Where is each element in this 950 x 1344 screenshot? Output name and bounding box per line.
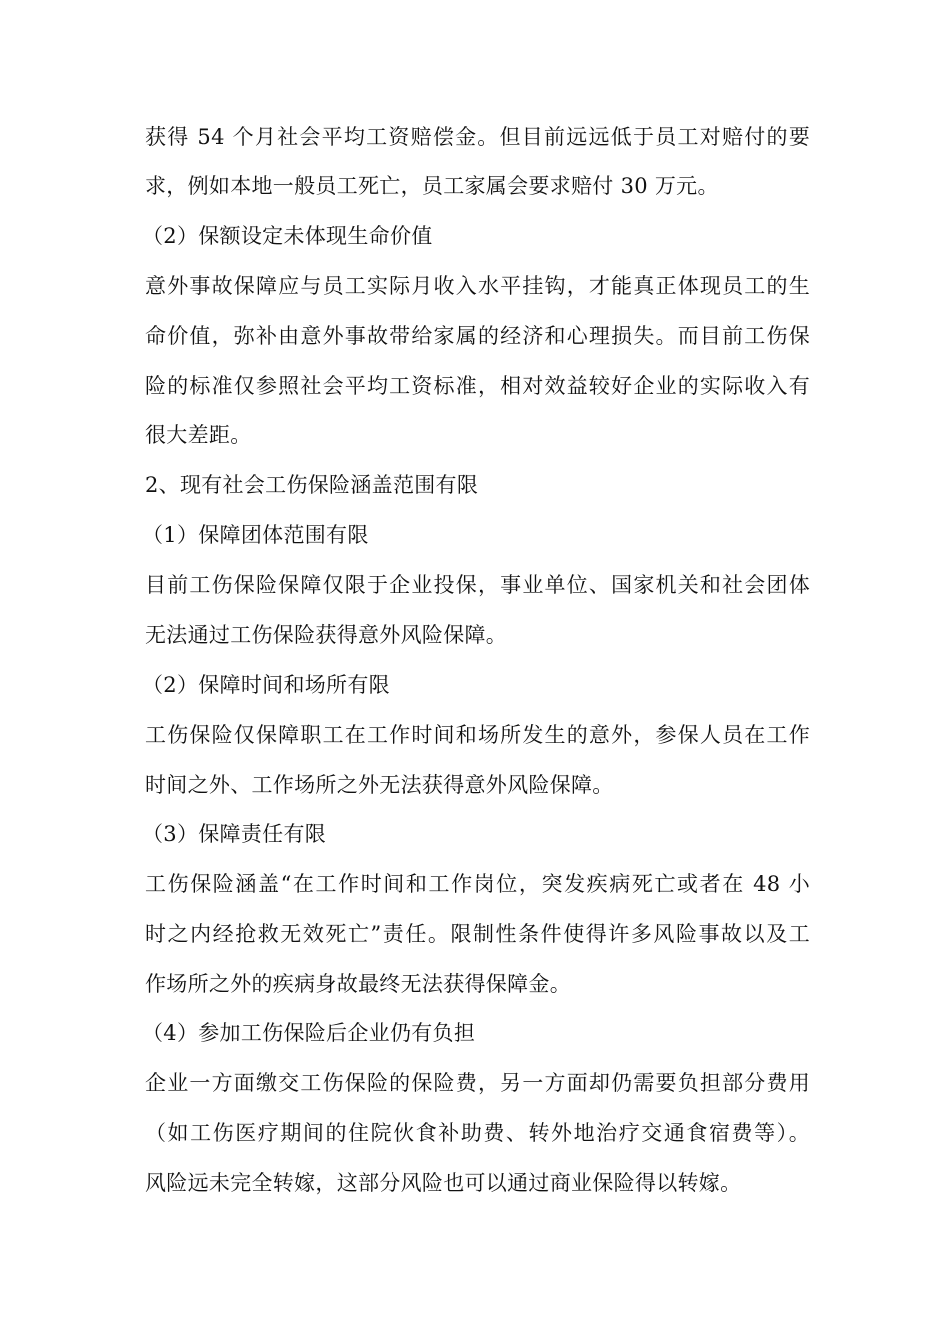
text-line-22: 风险远未完全转嫁，这部分风险也可以通过商业保险得以转嫁。: [145, 1171, 742, 1195]
text-line-18: 作场所之外的疾病身故最终无法获得保障金。: [145, 972, 571, 996]
text-line-16: 工伤保险涵盖“在工作时间和工作岗位，突发疾病死亡或者在 48 小: [145, 872, 810, 896]
section-heading-2: 2、现有社会工伤保险涵盖范围有限: [145, 473, 479, 497]
text-line-4: 意外事故保障应与员工实际月收入水平挂钩，才能真正体现员工的生: [145, 274, 810, 298]
text-line-6: 险的标准仅参照社会平均工资标准，相对效益较好企业的实际收入有: [145, 374, 810, 398]
text-line-10: 目前工伤保险保障仅限于企业投保，事业单位、国家机关和社会团体: [145, 573, 810, 597]
text-line-1: 获得 54 个月社会平均工资赔偿金。但目前远远低于员工对赔付的要: [145, 125, 810, 149]
section-heading-2-1: （2）保额设定未体现生命价值: [142, 224, 433, 248]
text-line-21: （如工伤医疗期间的住院伙食补助费、转外地治疗交通食宿费等）。: [145, 1121, 810, 1145]
text-line-17: 时之内经抢救无效死亡”责任。限制性条件使得许多风险事故以及工: [145, 922, 810, 946]
section-heading-2-2: （1）保障团体范围有限: [142, 523, 369, 547]
text-line-5: 命价值，弥补由意外事故带给家属的经济和心理损失。而目前工伤保: [145, 324, 810, 348]
text-line-7: 很大差距。: [145, 423, 252, 447]
section-heading-2-4: （3）保障责任有限: [142, 822, 327, 846]
text-line-20: 企业一方面缴交工伤保险的保险费，另一方面却仍需要负担部分费用: [145, 1071, 810, 1095]
section-heading-2-5: （4）参加工伤保险后企业仍有负担: [142, 1021, 476, 1045]
text-line-14: 时间之外、工作场所之外无法获得意外风险保障。: [145, 773, 614, 797]
section-heading-2-3: （2）保障时间和场所有限: [142, 673, 390, 697]
text-line-11: 无法通过工伤保险获得意外风险保障。: [145, 623, 508, 647]
text-line-13: 工伤保险仅保障职工在工作时间和场所发生的意外，参保人员在工作: [145, 723, 810, 747]
text-line-2: 求，例如本地一般员工死亡，员工家属会要求赔付 30 万元。: [145, 174, 719, 198]
